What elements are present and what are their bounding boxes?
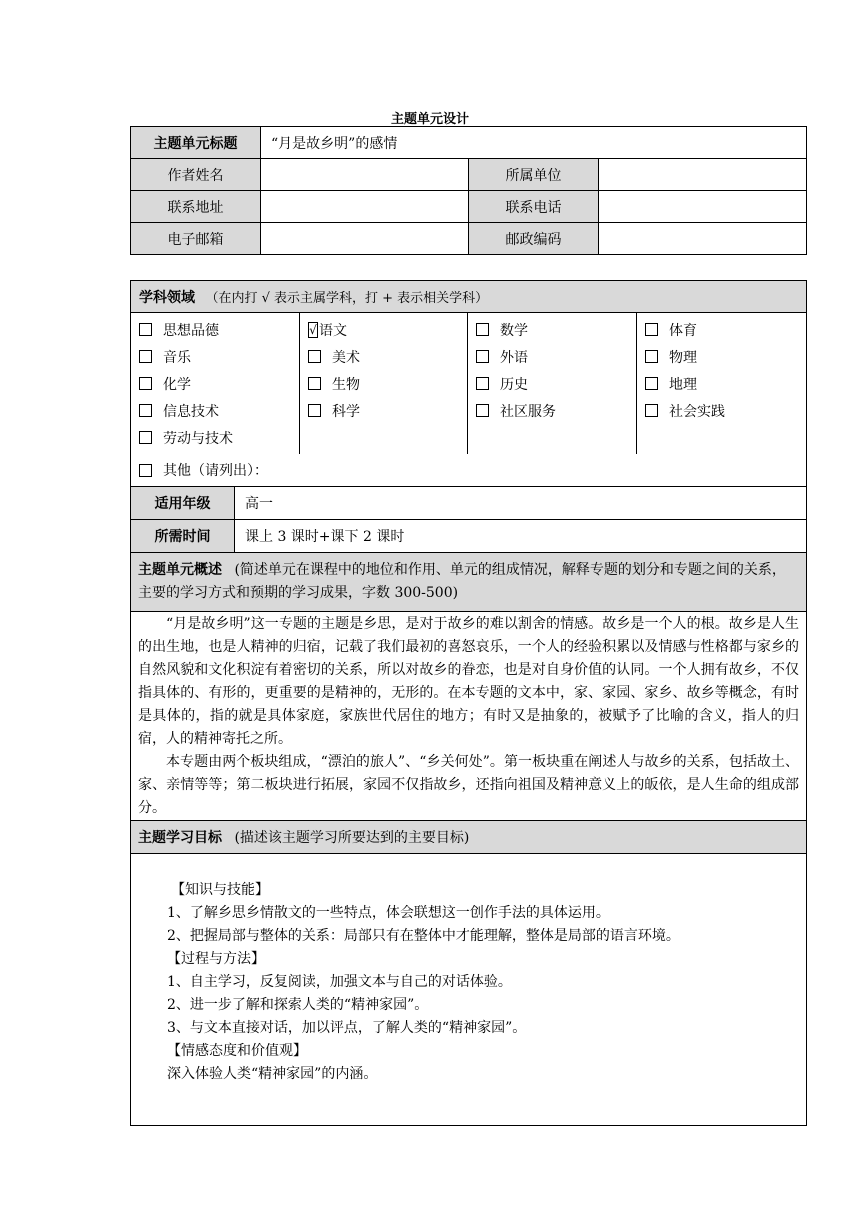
goals-header [131, 821, 807, 854]
theme-title-value[interactable]: “月是故乡明”的感情 [261, 127, 807, 159]
subject-area-heading: 学科领域 [139, 289, 195, 306]
time-value[interactable]: 课上 3 课时+课下 2 课时 [235, 520, 807, 553]
time-label: 所需时间 [131, 520, 235, 553]
subject-option-other[interactable]: 其他（请列出）： [139, 457, 806, 484]
subject-option[interactable]: 化学 [139, 370, 299, 397]
goal-line: 【过程与方法】 [167, 951, 265, 967]
phone-field[interactable] [599, 191, 807, 223]
checkbox-icon[interactable] [645, 323, 658, 336]
subject-option[interactable]: 物理 [645, 343, 806, 370]
subject-column-3 [468, 313, 637, 455]
subject-other-row [131, 454, 807, 487]
overview-body[interactable] [131, 612, 807, 821]
checkbox-icon[interactable] [645, 404, 658, 417]
subject-area-header [131, 281, 807, 313]
subject-option[interactable]: 美术 [308, 343, 467, 370]
subject-option[interactable]: 生物 [308, 370, 467, 397]
subject-column-1 [131, 313, 300, 455]
checkbox-icon[interactable] [645, 350, 658, 363]
header-info-table [130, 126, 807, 255]
address-label: 联系地址 [131, 191, 261, 223]
subject-option[interactable]: 思想品德 [139, 316, 299, 343]
checkbox-icon[interactable] [476, 350, 489, 363]
subject-area-hint: （在内打 √ 表示主属学科，打 + 表示相关学科） [205, 290, 489, 306]
checkbox-icon[interactable] [476, 404, 489, 417]
goals-heading: 主题学习目标 [138, 830, 222, 846]
subject-column-2 [300, 313, 468, 455]
goal-line: 1、了解乡思乡情散文的一些特点，体会联想这一创作手法的具体运用。 [167, 905, 610, 921]
document-title: 主题单元设计 [390, 112, 469, 127]
address-field[interactable] [261, 191, 469, 223]
checkbox-icon[interactable] [139, 431, 152, 444]
goal-line: 深入体验人类“精神家园”的内涵。 [167, 1066, 378, 1082]
overview-paragraph-2: 本专题由两个板块组成，“漂泊的旅人”、“乡关何处”。第一板块重在阐述人与故乡的关系，包括故土、家、亲情等等；第二板块进行拓展，家园不仅指故乡，还指向祖国及精神意义上的皈依，是人生命的组成部分。 [138, 754, 800, 816]
overview-header [131, 553, 807, 612]
goal-line: 3、与文本直接对话，加以评点，了解人类的“精神家园”。 [167, 1020, 527, 1036]
postcode-label: 邮政编码 [469, 223, 599, 255]
subject-option[interactable]: 音乐 [139, 343, 299, 370]
checkbox-icon[interactable] [139, 350, 152, 363]
checked-checkbox-icon[interactable]: √ [309, 322, 317, 337]
subject-option[interactable]: 地理 [645, 370, 806, 397]
goals-body[interactable] [131, 854, 807, 1126]
checkbox-icon[interactable] [139, 404, 152, 417]
grade-label: 适用年级 [131, 487, 235, 520]
goal-line: 【情感态度和价值观】 [167, 1043, 307, 1059]
email-label: 电子邮箱 [131, 223, 261, 255]
checkbox-icon[interactable] [476, 323, 489, 336]
goal-line: 【知识与技能】 [171, 882, 269, 898]
theme-title-label: 主题单元标题 [131, 127, 261, 159]
goal-line: 2、把握局部与整体的关系：局部只有在整体中才能理解，整体是局部的语言环境。 [167, 928, 680, 944]
goals-hint: (描述该主题学习所要达到的主要目标) [234, 830, 470, 846]
checkbox-icon[interactable] [139, 464, 152, 477]
overview-hint: (简述单元在课程中的地位和作用、单元的组成情况，解释专题的划分和专题之间的关系，主要的学习方式和预期的学习成果，字数 300-500) [138, 562, 786, 601]
unit-field[interactable] [599, 159, 807, 191]
checkbox-icon[interactable] [308, 377, 321, 390]
subject-option[interactable]: 科学 [308, 397, 467, 424]
checkbox-icon[interactable] [308, 350, 321, 363]
subject-column-4 [637, 313, 807, 455]
checkbox-icon[interactable] [645, 377, 658, 390]
subject-option[interactable]: 社区服务 [476, 397, 636, 424]
subject-option[interactable]: 信息技术 [139, 397, 299, 424]
subject-option[interactable]: 数学 [476, 316, 636, 343]
goal-line: 2、进一步了解和探索人类的“精神家园”。 [167, 997, 429, 1013]
unit-label: 所属单位 [469, 159, 599, 191]
grade-value[interactable]: 高一 [235, 487, 807, 520]
checkbox-icon[interactable] [476, 377, 489, 390]
subject-option[interactable]: 劳动与技术 [139, 424, 299, 451]
overview-paragraph-1: “月是故乡明”这一专题的主题是乡思，是对于故乡的难以割舍的情感。故乡是一个人的根。故乡是人生的出生地，也是人精神的归宿，记载了我们最初的喜怒哀乐，一个人的经验积累以及情感与性格都与家乡的自然风貌和文化积淀有着密切的关系，所以对故乡的眷恋，也是对自身价值的认同。一个人拥有故乡，不仅指具体的、有形的，更重要的是精神的，无形的。在本专题的文本中，家、家园、家乡、故乡等概念，有时是具体的，指的就是具体家庭，家族世代居住的地方；有时又是抽象的，被赋予了比喻的含义，指人的归宿，人的精神寄托之所。 [138, 616, 800, 747]
checkbox-icon[interactable] [139, 377, 152, 390]
subject-option-checked[interactable]: √ 语文 [309, 322, 347, 339]
overview-heading: 主题单元概述 [138, 562, 222, 578]
goal-line: 1、自主学习，反复阅读，加强文本与自己的对话体验。 [167, 974, 512, 990]
author-name-label: 作者姓名 [131, 159, 261, 191]
author-name-field[interactable] [261, 159, 469, 191]
subject-option[interactable]: 历史 [476, 370, 636, 397]
checkbox-icon[interactable] [139, 323, 152, 336]
email-field[interactable] [261, 223, 469, 255]
postcode-field[interactable] [599, 223, 807, 255]
subject-option[interactable]: 社会实践 [645, 397, 806, 424]
subject-option[interactable]: 体育 [645, 316, 806, 343]
phone-label: 联系电话 [469, 191, 599, 223]
checkbox-icon[interactable] [308, 404, 321, 417]
main-design-table [130, 280, 807, 1126]
subject-option[interactable]: 外语 [476, 343, 636, 370]
